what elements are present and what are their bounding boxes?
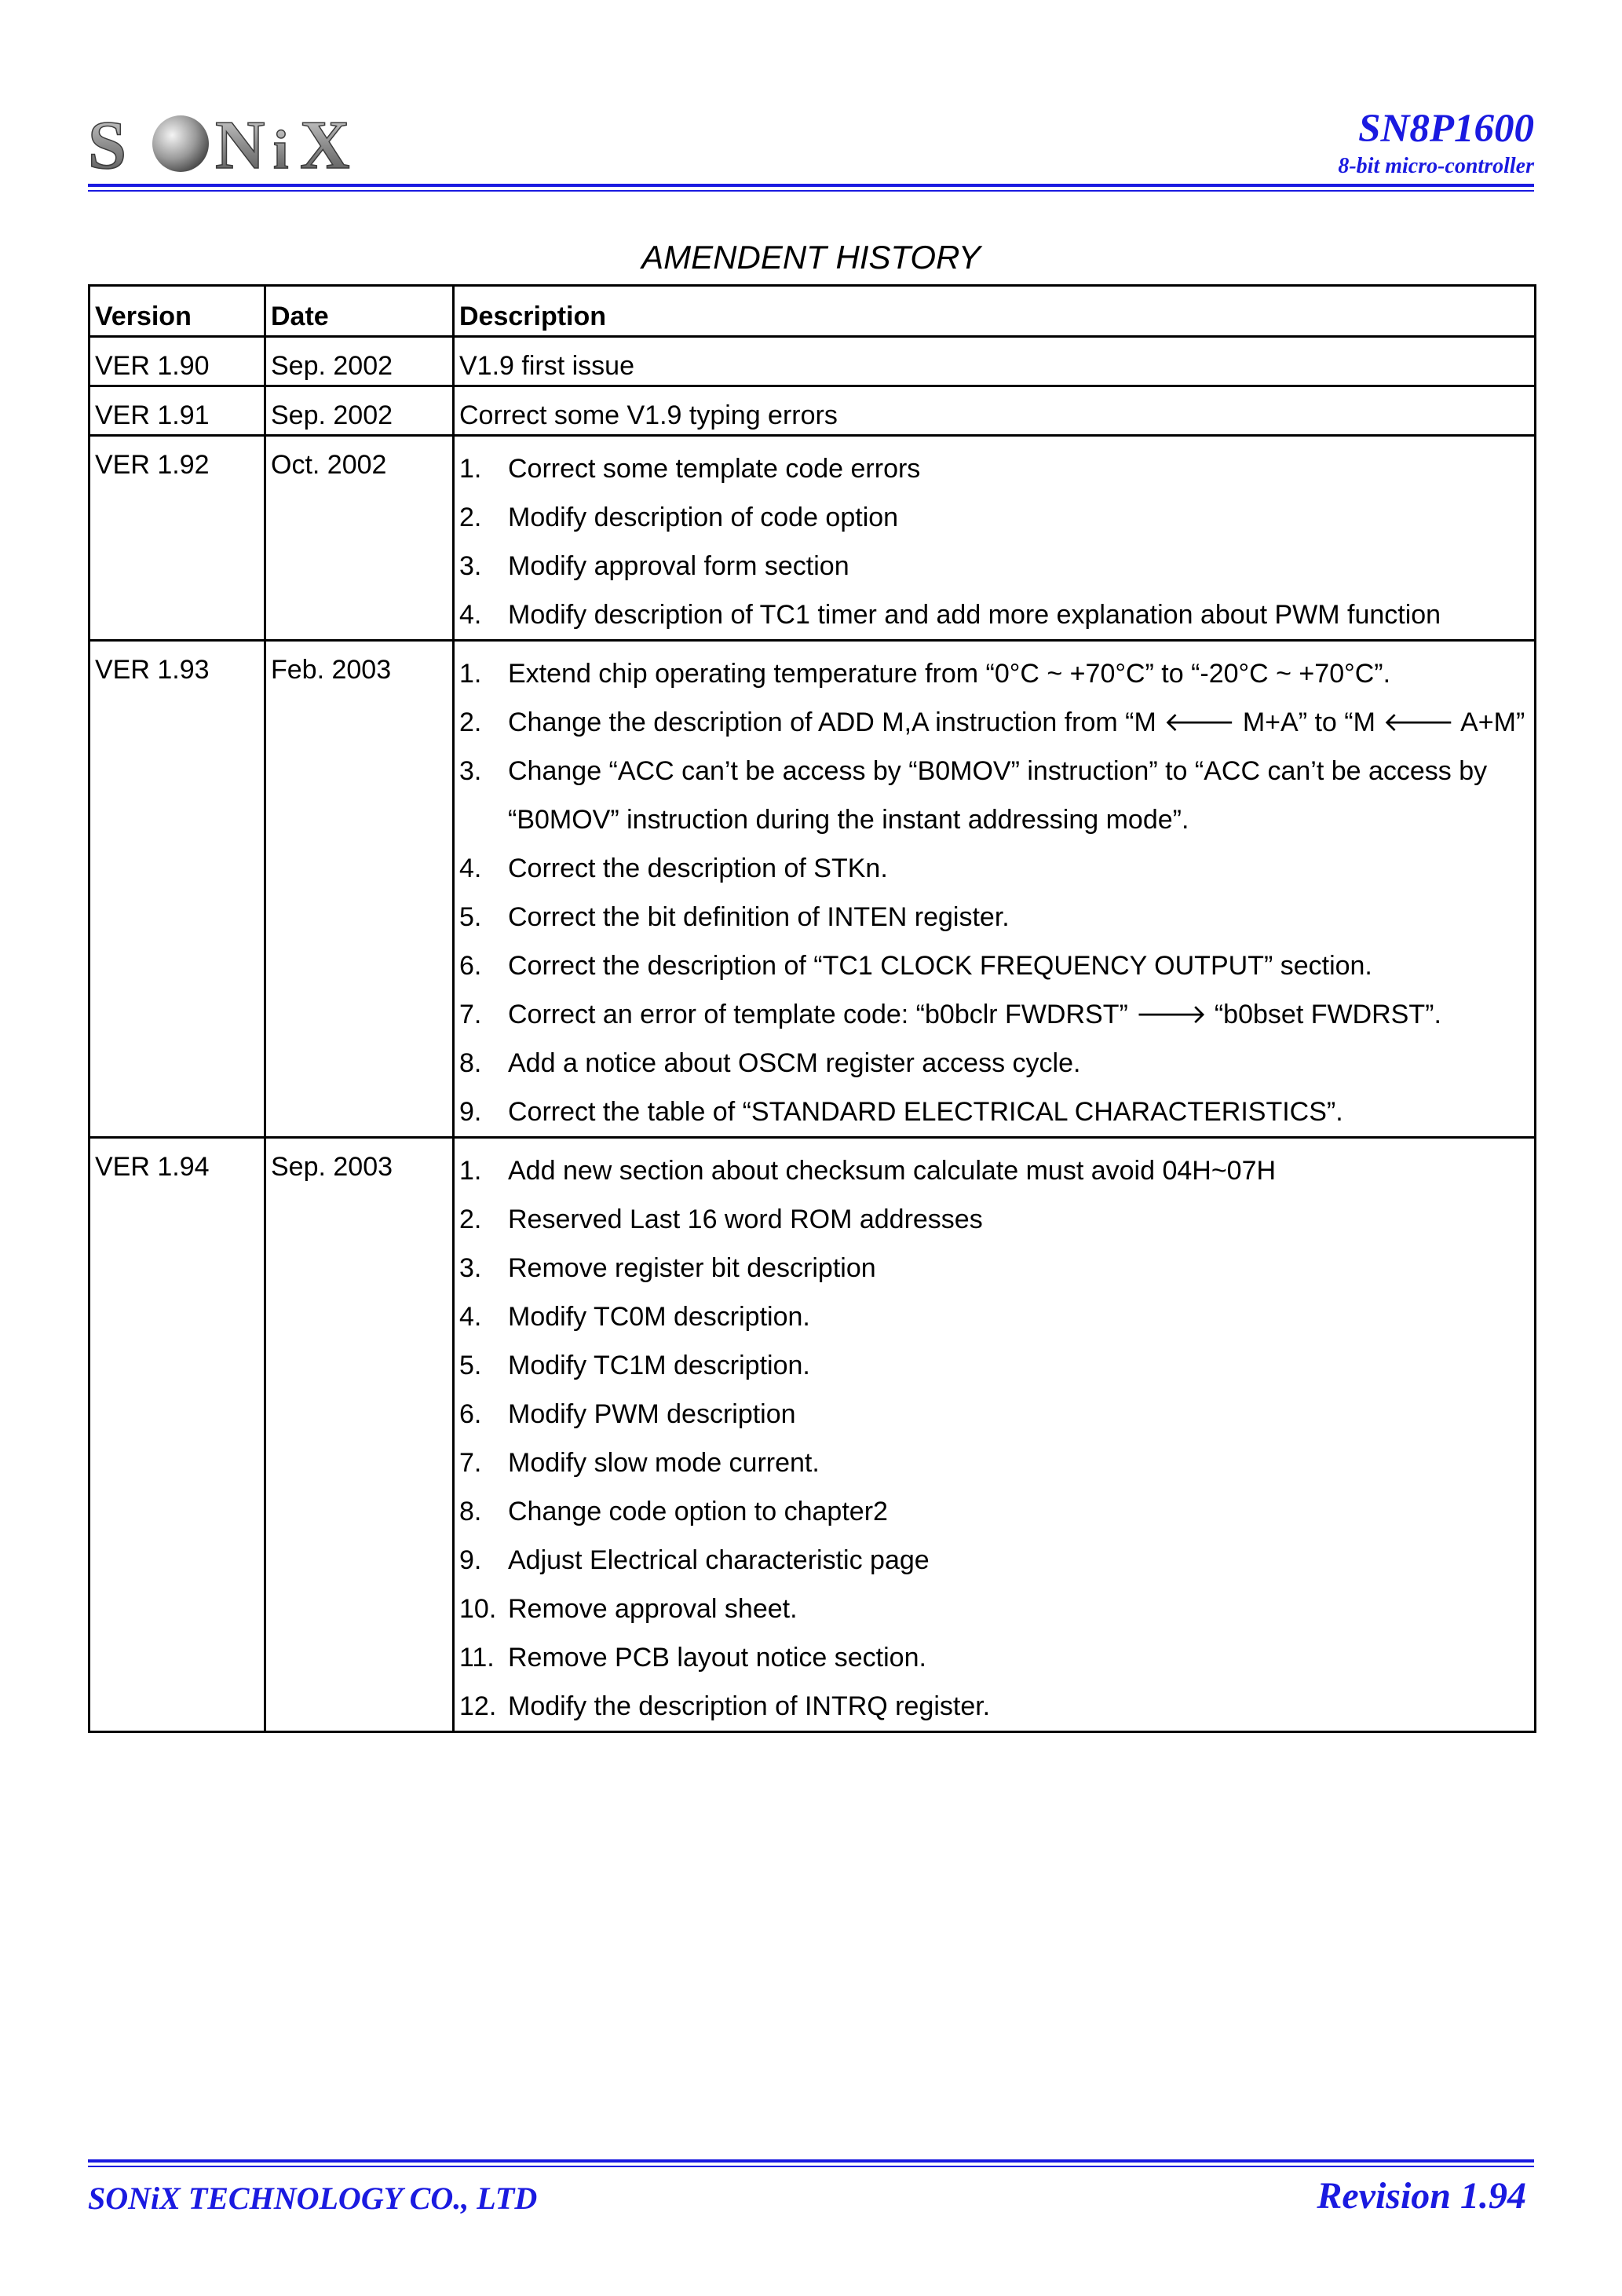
header-rule [88,184,1534,187]
svg-text:S: S [88,108,126,179]
amendment-table [88,284,1536,1733]
page-title: AMENDENT HISTORY [641,239,981,276]
item-text: Change “ACC can’t be access by “B0MOV” instruction” to “ACC can’t be access by “B0MOV” instruction during the instant addressing mode”. [508,756,1488,835]
item-text: Adjust Electrical characteristic page [508,1545,930,1575]
item-number: 6. [459,951,482,981]
item-number: 6. [459,1399,482,1429]
item-text: Remove PCB layout notice section. [508,1643,926,1673]
item-number: 5. [459,1351,482,1380]
svg-text:X: X [300,108,350,179]
list-item [459,747,1534,844]
header-date: Date [265,286,454,337]
version-cell: VER 1.92 [90,436,265,641]
item-text: Change code option to chapter2 [508,1497,888,1526]
description-cell [454,1138,1536,1732]
footer-rule [88,2159,1534,2163]
item-text: Remove register bit description [508,1253,876,1283]
table-row [90,641,1536,1138]
item-text: Modify description of code option [508,503,899,532]
item-text: Modify PWM description [508,1399,796,1429]
list-item [459,941,1534,990]
item-text: Correct some template code errors [508,454,921,484]
date-cell: Sep. 2003 [265,1138,454,1732]
header-rule-thin [88,190,1534,192]
list-item [459,1195,1534,1244]
list-item [459,1039,1534,1088]
list-item [459,1146,1534,1195]
item-number: 8. [459,1497,482,1526]
list-item [459,990,1534,1039]
description-cell [454,641,1536,1138]
date-cell: Sep. 2002 [265,337,454,386]
item-number: 7. [459,1000,482,1029]
table-header-row [90,286,1536,337]
list-item [459,1292,1534,1341]
header-version: Version [90,286,265,337]
item-text: Modify TC1M description. [508,1351,810,1380]
item-text: Modify the description of INTRQ register. [508,1691,991,1721]
item-number: 4. [459,854,482,883]
list-item [459,444,1534,493]
list-item [459,698,1534,747]
item-text: Correct the description of STKn. [508,854,888,883]
list-item [459,1487,1534,1536]
item-number: 4. [459,1302,482,1332]
item-text: Modify slow mode current. [508,1448,820,1478]
list-item [459,1585,1534,1633]
table-row [90,386,1536,436]
item-number: 4. [459,600,482,630]
svg-text:N: N [215,108,265,179]
list-item [459,1341,1534,1390]
footer-revision: Revision 1.94 [1317,2175,1526,2217]
date-cell: Oct. 2002 [265,436,454,641]
item-number: 8. [459,1048,482,1078]
list-item [459,1244,1534,1292]
list-item [459,542,1534,590]
description-cell: Correct some V1.9 typing errors [454,386,1536,436]
item-number: 1. [459,1156,482,1186]
item-number: 9. [459,1545,482,1575]
table-row [90,436,1536,641]
item-number: 12. [459,1691,497,1721]
item-number: 7. [459,1448,482,1478]
item-text: Modify TC0M description. [508,1302,810,1332]
list-item [459,1682,1534,1731]
description-cell: V1.9 first issue [454,337,1536,386]
date-cell: Feb. 2003 [265,641,454,1138]
item-text: Correct an error of template code: “b0bclr FWDRST” 🡒 “b0bset FWDRST”. [508,1000,1441,1029]
item-text: Modify approval form section [508,551,849,581]
list-item [459,1439,1534,1487]
description-cell [454,436,1536,641]
list-item [459,1633,1534,1682]
version-cell: VER 1.91 [90,386,265,436]
list-item [459,1088,1534,1136]
table-row [90,337,1536,386]
list-item [459,1390,1534,1439]
item-text: Extend chip operating temperature from “0°C ~ +70°C” to “-20°C ~ +70°C”. [508,659,1391,689]
item-text: Change the description of ADD M,A instruction from “M 🡐 M+A” to “M 🡐 A+M” [508,707,1525,737]
footer-rule-thin [88,2166,1534,2167]
list-item [459,1536,1534,1585]
item-text: Add a notice about OSCM register access cycle. [508,1048,1081,1078]
item-number: 11. [459,1643,495,1673]
chip-model: SN8P1600 [1358,107,1534,151]
item-number: 1. [459,659,482,689]
item-number: 9. [459,1097,482,1127]
item-number: 2. [459,1205,482,1234]
version-cell: VER 1.90 [90,337,265,386]
version-cell: VER 1.93 [90,641,265,1138]
svg-text:i: i [273,120,289,179]
list-item [459,590,1534,639]
item-text: Add new section about checksum calculate must avoid 04H~07H [508,1156,1277,1186]
chip-subtitle: 8-bit micro-controller [1338,154,1534,178]
list-item [459,649,1534,698]
item-number: 5. [459,902,482,932]
list-item [459,493,1534,542]
sonix-logo [88,108,371,179]
item-number: 1. [459,454,482,484]
item-text: Reserved Last 16 word ROM addresses [508,1205,983,1234]
item-number: 3. [459,551,482,581]
item-text: Modify description of TC1 timer and add more explanation about PWM function [508,600,1441,630]
item-number: 2. [459,707,482,737]
header-description: Description [454,286,1536,337]
item-text: Correct the table of “STANDARD ELECTRICAL CHARACTERISTICS”. [508,1097,1343,1127]
item-number: 3. [459,1253,482,1283]
item-text: Remove approval sheet. [508,1594,798,1624]
footer-company: SONiX TECHNOLOGY CO., LTD [88,2181,538,2216]
item-text: Correct the description of “TC1 CLOCK FREQUENCY OUTPUT” section. [508,951,1372,981]
date-cell: Sep. 2002 [265,386,454,436]
item-text: Correct the bit definition of INTEN register. [508,902,1010,932]
version-cell: VER 1.94 [90,1138,265,1732]
item-number: 3. [459,756,482,786]
table-row [90,1138,1536,1732]
item-number: 10. [459,1594,497,1624]
list-item [459,893,1534,941]
item-number: 2. [459,503,482,532]
list-item [459,844,1534,893]
